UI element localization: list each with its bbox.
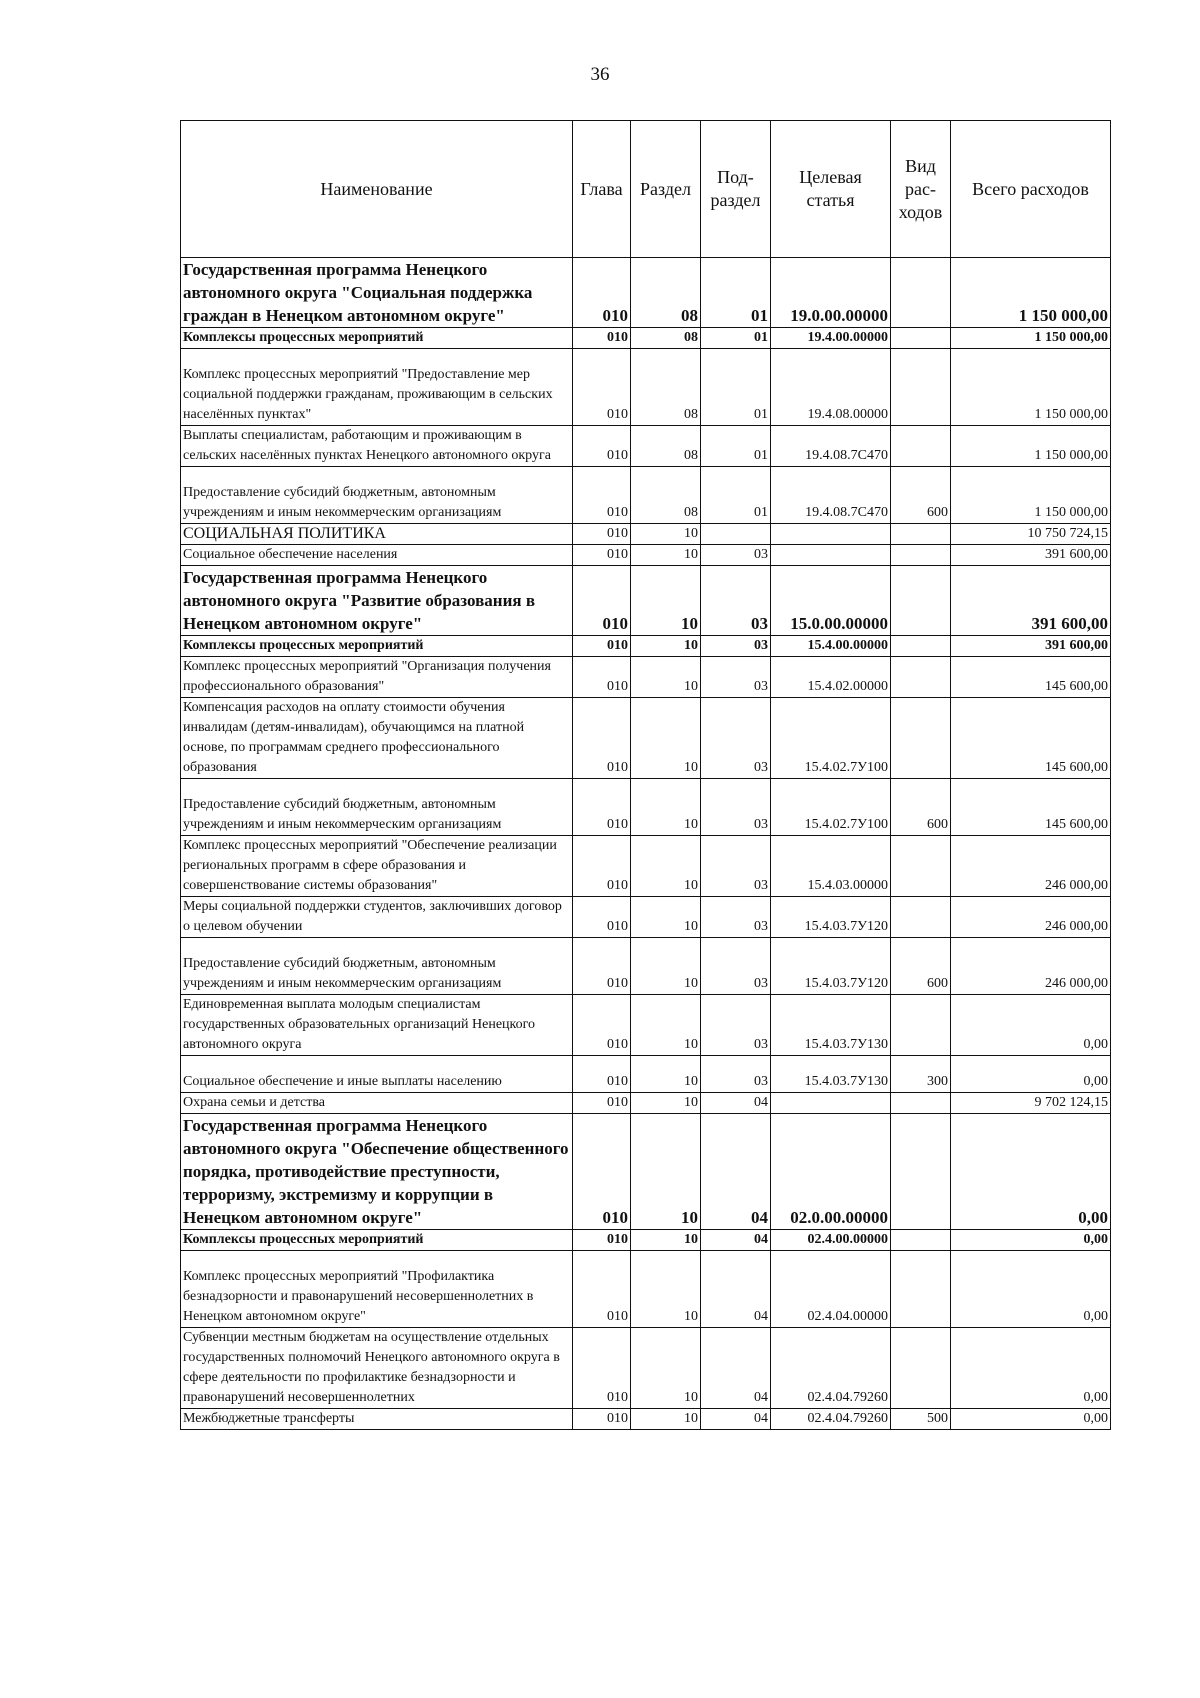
cell-celevaya: 02.4.04.79260 bbox=[771, 1328, 891, 1409]
table-row bbox=[181, 995, 1111, 1056]
cell-celevaya: 15.4.02.7У100 bbox=[771, 698, 891, 779]
cell-vid bbox=[891, 1251, 951, 1328]
cell-razdel: 10 bbox=[631, 1093, 701, 1114]
cell-razdel: 10 bbox=[631, 1114, 701, 1230]
cell-podrazdel: 04 bbox=[701, 1114, 771, 1230]
cell-razdel: 10 bbox=[631, 657, 701, 698]
cell-celevaya: 19.0.00.00000 bbox=[771, 258, 891, 328]
cell-celevaya: 15.4.03.7У120 bbox=[771, 938, 891, 995]
cell-vsego: 246 000,00 bbox=[951, 938, 1111, 995]
cell-vid bbox=[891, 1328, 951, 1409]
cell-name: Социальное обеспечение населения bbox=[181, 545, 573, 566]
cell-name: Межбюджетные трансферты bbox=[181, 1409, 573, 1430]
cell-glava: 010 bbox=[573, 779, 631, 836]
cell-razdel: 10 bbox=[631, 1409, 701, 1430]
cell-name: Комплексы процессных мероприятий bbox=[181, 328, 573, 349]
cell-name: Комплексы процессных мероприятий bbox=[181, 636, 573, 657]
table-row bbox=[181, 545, 1111, 566]
table-row bbox=[181, 467, 1111, 524]
cell-celevaya: 19.4.08.00000 bbox=[771, 349, 891, 426]
table-row bbox=[181, 566, 1111, 636]
cell-vid bbox=[891, 1093, 951, 1114]
cell-vsego: 0,00 bbox=[951, 1251, 1111, 1328]
cell-vid bbox=[891, 426, 951, 467]
cell-vid bbox=[891, 349, 951, 426]
cell-celevaya: 15.4.03.7У130 bbox=[771, 995, 891, 1056]
cell-vid bbox=[891, 545, 951, 566]
cell-vsego: 0,00 bbox=[951, 1409, 1111, 1430]
cell-vsego: 391 600,00 bbox=[951, 566, 1111, 636]
cell-vsego: 1 150 000,00 bbox=[951, 349, 1111, 426]
cell-vsego: 9 702 124,15 bbox=[951, 1093, 1111, 1114]
cell-podrazdel: 03 bbox=[701, 698, 771, 779]
cell-celevaya: 15.4.00.00000 bbox=[771, 636, 891, 657]
cell-glava: 010 bbox=[573, 467, 631, 524]
cell-celevaya: 19.4.08.7С470 bbox=[771, 426, 891, 467]
cell-razdel: 08 bbox=[631, 349, 701, 426]
cell-glava: 010 bbox=[573, 897, 631, 938]
cell-razdel: 10 bbox=[631, 698, 701, 779]
cell-name: Субвенции местным бюджетам на осуществление отдельных государственных полномочий Ненецкого автономного округа в сфере деятельности по профилактике безнадзорности и правонарушений несовершеннолетних bbox=[181, 1328, 573, 1409]
cell-podrazdel: 01 bbox=[701, 328, 771, 349]
cell-glava: 010 bbox=[573, 1114, 631, 1230]
cell-celevaya: 15.4.03.00000 bbox=[771, 836, 891, 897]
cell-vid: 600 bbox=[891, 467, 951, 524]
cell-name: СОЦИАЛЬНАЯ ПОЛИТИКА bbox=[181, 524, 573, 545]
cell-razdel: 08 bbox=[631, 467, 701, 524]
cell-glava: 010 bbox=[573, 258, 631, 328]
cell-celevaya: 19.4.08.7С470 bbox=[771, 467, 891, 524]
cell-podrazdel: 04 bbox=[701, 1093, 771, 1114]
cell-razdel: 10 bbox=[631, 1230, 701, 1251]
table-row bbox=[181, 1114, 1111, 1230]
cell-vsego: 1 150 000,00 bbox=[951, 258, 1111, 328]
table-body bbox=[181, 258, 1111, 1430]
cell-vid bbox=[891, 995, 951, 1056]
cell-vsego: 0,00 bbox=[951, 1230, 1111, 1251]
header-razdel: Раздел bbox=[631, 121, 701, 258]
cell-glava: 010 bbox=[573, 836, 631, 897]
table-row bbox=[181, 1409, 1111, 1430]
cell-vid bbox=[891, 657, 951, 698]
cell-podrazdel: 01 bbox=[701, 349, 771, 426]
cell-celevaya bbox=[771, 1093, 891, 1114]
cell-vsego: 145 600,00 bbox=[951, 698, 1111, 779]
cell-vsego: 145 600,00 bbox=[951, 657, 1111, 698]
header-vid: Вид рас- ходов bbox=[891, 121, 951, 258]
cell-vsego: 391 600,00 bbox=[951, 636, 1111, 657]
cell-razdel: 10 bbox=[631, 524, 701, 545]
cell-vsego: 0,00 bbox=[951, 1328, 1111, 1409]
cell-name: Комплекс процессных мероприятий "Организация получения профессионального образования" bbox=[181, 657, 573, 698]
cell-podrazdel bbox=[701, 524, 771, 545]
cell-razdel: 08 bbox=[631, 258, 701, 328]
cell-glava: 010 bbox=[573, 1328, 631, 1409]
cell-podrazdel: 03 bbox=[701, 779, 771, 836]
cell-vsego: 0,00 bbox=[951, 1114, 1111, 1230]
table-row bbox=[181, 836, 1111, 897]
cell-glava: 010 bbox=[573, 1056, 631, 1093]
cell-glava: 010 bbox=[573, 657, 631, 698]
cell-vid: 300 bbox=[891, 1056, 951, 1093]
cell-vsego: 1 150 000,00 bbox=[951, 328, 1111, 349]
budget-table bbox=[180, 120, 1111, 1430]
header-name: Наименование bbox=[181, 121, 573, 258]
table-row bbox=[181, 1093, 1111, 1114]
table-row bbox=[181, 938, 1111, 995]
cell-celevaya: 15.4.02.7У100 bbox=[771, 779, 891, 836]
cell-podrazdel: 04 bbox=[701, 1328, 771, 1409]
table-row bbox=[181, 524, 1111, 545]
cell-vid bbox=[891, 1114, 951, 1230]
cell-name: Единовременная выплата молодым специалистам государственных образовательных организаций Ненецкого автономного округа bbox=[181, 995, 573, 1056]
cell-glava: 010 bbox=[573, 328, 631, 349]
cell-glava: 010 bbox=[573, 698, 631, 779]
cell-glava: 010 bbox=[573, 349, 631, 426]
cell-celevaya: 15.4.03.7У130 bbox=[771, 1056, 891, 1093]
cell-podrazdel: 01 bbox=[701, 258, 771, 328]
cell-vsego: 0,00 bbox=[951, 1056, 1111, 1093]
table-row bbox=[181, 1328, 1111, 1409]
cell-razdel: 10 bbox=[631, 545, 701, 566]
cell-vid bbox=[891, 698, 951, 779]
cell-podrazdel: 04 bbox=[701, 1409, 771, 1430]
cell-name: Компенсация расходов на оплату стоимости обучения инвалидам (детям-инвалидам), обучающимся на платной основе, по программам среднего профессионального образования bbox=[181, 698, 573, 779]
header-vsego: Всего расходов bbox=[951, 121, 1111, 258]
cell-vsego: 10 750 724,15 bbox=[951, 524, 1111, 545]
table-row bbox=[181, 1056, 1111, 1093]
table-row bbox=[181, 657, 1111, 698]
cell-name: Социальное обеспечение и иные выплаты населению bbox=[181, 1056, 573, 1093]
cell-glava: 010 bbox=[573, 524, 631, 545]
cell-vid bbox=[891, 1230, 951, 1251]
cell-name: Государственная программа Ненецкого автономного округа "Социальная поддержка граждан в Ненецком автономном округе" bbox=[181, 258, 573, 328]
cell-vid: 600 bbox=[891, 938, 951, 995]
cell-vid bbox=[891, 524, 951, 545]
cell-vsego: 246 000,00 bbox=[951, 897, 1111, 938]
cell-podrazdel: 03 bbox=[701, 836, 771, 897]
cell-vsego: 391 600,00 bbox=[951, 545, 1111, 566]
cell-vsego: 0,00 bbox=[951, 995, 1111, 1056]
cell-vid bbox=[891, 836, 951, 897]
cell-podrazdel: 04 bbox=[701, 1230, 771, 1251]
cell-name: Комплекс процессных мероприятий "Предоставление мер социальной поддержки гражданам, проживающим в сельских населённых пунктах" bbox=[181, 349, 573, 426]
header-podrazdel: Под- раздел bbox=[701, 121, 771, 258]
cell-celevaya: 02.0.00.00000 bbox=[771, 1114, 891, 1230]
cell-razdel: 10 bbox=[631, 938, 701, 995]
cell-podrazdel: 04 bbox=[701, 1251, 771, 1328]
table-row bbox=[181, 779, 1111, 836]
cell-celevaya bbox=[771, 524, 891, 545]
cell-glava: 010 bbox=[573, 1230, 631, 1251]
cell-vid bbox=[891, 897, 951, 938]
page-number: 36 bbox=[590, 64, 610, 85]
cell-celevaya bbox=[771, 545, 891, 566]
header-celevaya: Целевая статья bbox=[771, 121, 891, 258]
cell-razdel: 10 bbox=[631, 1251, 701, 1328]
cell-razdel: 10 bbox=[631, 1056, 701, 1093]
cell-podrazdel: 03 bbox=[701, 897, 771, 938]
cell-celevaya: 02.4.04.79260 bbox=[771, 1409, 891, 1430]
cell-podrazdel: 03 bbox=[701, 657, 771, 698]
cell-podrazdel: 03 bbox=[701, 545, 771, 566]
cell-celevaya: 15.4.03.7У120 bbox=[771, 897, 891, 938]
cell-podrazdel: 03 bbox=[701, 636, 771, 657]
cell-vid bbox=[891, 328, 951, 349]
cell-name: Охрана семьи и детства bbox=[181, 1093, 573, 1114]
cell-celevaya: 02.4.04.00000 bbox=[771, 1251, 891, 1328]
cell-name: Меры социальной поддержки студентов, заключивших договор о целевом обучении bbox=[181, 897, 573, 938]
header-glava: Глава bbox=[573, 121, 631, 258]
cell-vsego: 1 150 000,00 bbox=[951, 467, 1111, 524]
cell-razdel: 10 bbox=[631, 897, 701, 938]
table-row bbox=[181, 698, 1111, 779]
cell-vsego: 246 000,00 bbox=[951, 836, 1111, 897]
cell-razdel: 08 bbox=[631, 328, 701, 349]
cell-name: Комплекс процессных мероприятий "Обеспечение реализации региональных программ в сфере образования и совершенствование системы образования" bbox=[181, 836, 573, 897]
table-row bbox=[181, 1251, 1111, 1328]
table-row bbox=[181, 426, 1111, 467]
cell-glava: 010 bbox=[573, 566, 631, 636]
cell-razdel: 10 bbox=[631, 779, 701, 836]
cell-glava: 010 bbox=[573, 545, 631, 566]
cell-razdel: 10 bbox=[631, 1328, 701, 1409]
table-row bbox=[181, 328, 1111, 349]
cell-celevaya: 15.4.02.00000 bbox=[771, 657, 891, 698]
cell-razdel: 10 bbox=[631, 636, 701, 657]
cell-vid: 500 bbox=[891, 1409, 951, 1430]
cell-vsego: 1 150 000,00 bbox=[951, 426, 1111, 467]
cell-vsego: 145 600,00 bbox=[951, 779, 1111, 836]
cell-name: Комплекс процессных мероприятий "Профилактика безнадзорности и правонарушений несовершеннолетних в Ненецком автономном округе" bbox=[181, 1251, 573, 1328]
table-row bbox=[181, 636, 1111, 657]
table-header-row bbox=[181, 121, 1111, 258]
cell-razdel: 10 bbox=[631, 566, 701, 636]
cell-vid bbox=[891, 258, 951, 328]
cell-name: Государственная программа Ненецкого автономного округа "Обеспечение общественного порядка, противодействие преступности, терроризму, экстремизму и коррупции в Ненецком автономном округе" bbox=[181, 1114, 573, 1230]
cell-podrazdel: 03 bbox=[701, 995, 771, 1056]
table-row bbox=[181, 258, 1111, 328]
cell-razdel: 08 bbox=[631, 426, 701, 467]
cell-glava: 010 bbox=[573, 636, 631, 657]
cell-podrazdel: 01 bbox=[701, 467, 771, 524]
cell-name: Выплаты специалистам, работающим и проживающим в сельских населённых пунктах Ненецкого автономного округа bbox=[181, 426, 573, 467]
cell-vid: 600 bbox=[891, 779, 951, 836]
cell-podrazdel: 03 bbox=[701, 938, 771, 995]
cell-glava: 010 bbox=[573, 1093, 631, 1114]
cell-name: Предоставление субсидий бюджетным, автономным учреждениям и иным некоммерческим организациям bbox=[181, 467, 573, 524]
cell-name: Предоставление субсидий бюджетным, автономным учреждениям и иным некоммерческим организациям bbox=[181, 938, 573, 995]
table-row bbox=[181, 1230, 1111, 1251]
cell-glava: 010 bbox=[573, 1409, 631, 1430]
cell-podrazdel: 01 bbox=[701, 426, 771, 467]
cell-celevaya: 15.0.00.00000 bbox=[771, 566, 891, 636]
cell-name: Предоставление субсидий бюджетным, автономным учреждениям и иным некоммерческим организациям bbox=[181, 779, 573, 836]
cell-glava: 010 bbox=[573, 995, 631, 1056]
cell-celevaya: 19.4.00.00000 bbox=[771, 328, 891, 349]
cell-name: Комплексы процессных мероприятий bbox=[181, 1230, 573, 1251]
cell-glava: 010 bbox=[573, 426, 631, 467]
cell-glava: 010 bbox=[573, 1251, 631, 1328]
cell-name: Государственная программа Ненецкого автономного округа "Развитие образования в Ненецком автономном округе" bbox=[181, 566, 573, 636]
cell-vid bbox=[891, 566, 951, 636]
table-row bbox=[181, 349, 1111, 426]
cell-celevaya: 02.4.00.00000 bbox=[771, 1230, 891, 1251]
cell-razdel: 10 bbox=[631, 836, 701, 897]
cell-podrazdel: 03 bbox=[701, 566, 771, 636]
cell-glava: 010 bbox=[573, 938, 631, 995]
table-row bbox=[181, 897, 1111, 938]
cell-podrazdel: 03 bbox=[701, 1056, 771, 1093]
cell-razdel: 10 bbox=[631, 995, 701, 1056]
cell-vid bbox=[891, 636, 951, 657]
